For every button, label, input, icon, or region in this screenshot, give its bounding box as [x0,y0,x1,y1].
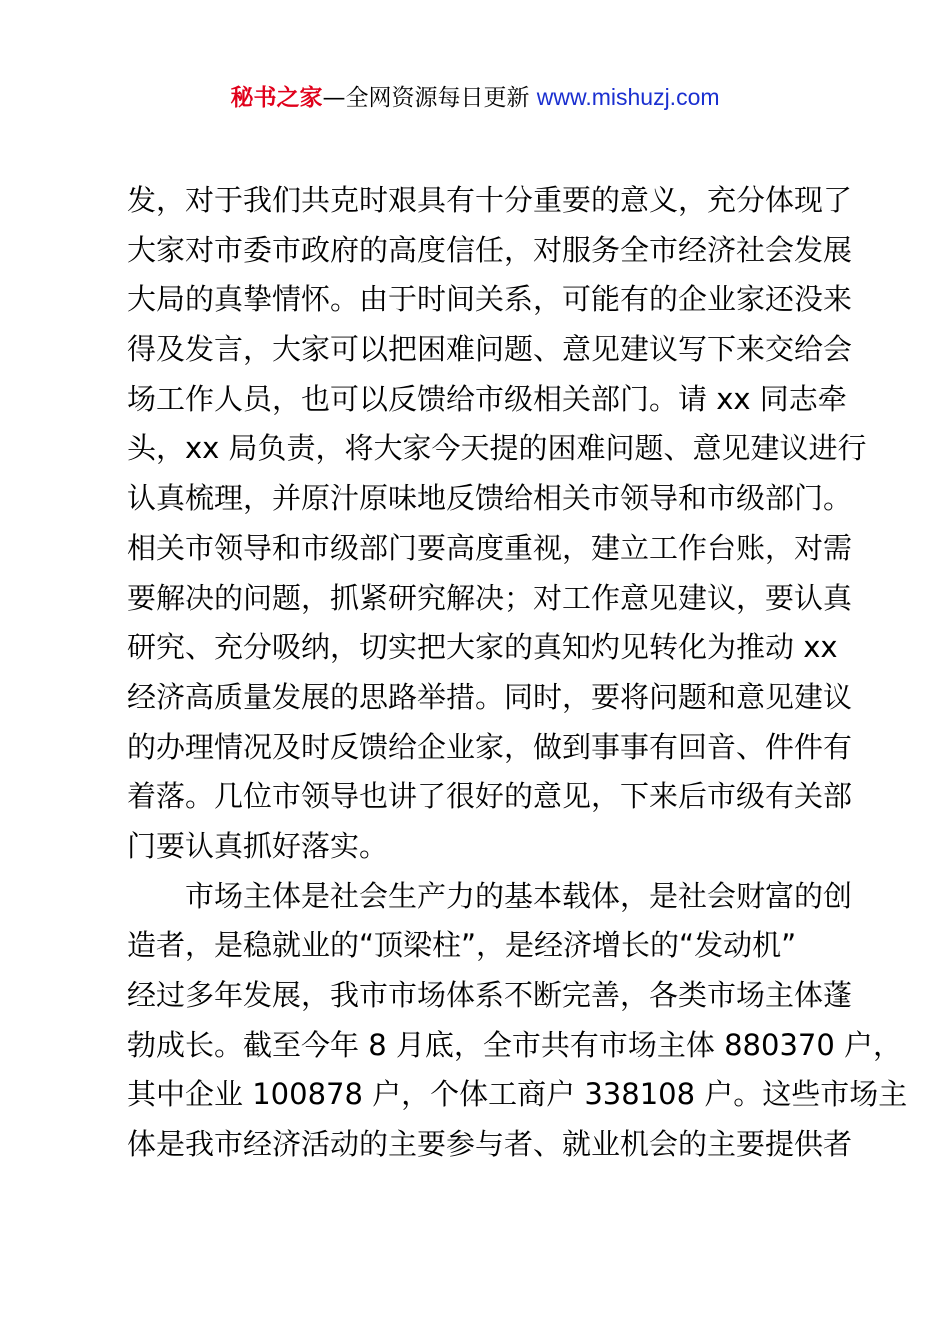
paragraph-start-line: 市场主体是社会生产力的基本载体，是社会财富的创 [185,878,853,913]
text-line: 门要认真抓好落实。 [127,828,389,863]
text-line: 经过多年发展，我市市场体系不断完善，各类市场主体蓬 [127,978,853,1012]
text-line: 的办理情况及时反馈给企业家，做到事事有回音、件件有 [127,729,853,764]
text-line: 造者，是稳就业的“顶梁柱”，是经济增长的“发动机” [127,928,797,963]
text-line: 头，xx 局负责，将大家今天提的困难问题、意见建议进行 [127,431,867,466]
text-line: 认真梳理，并原汁原味地反馈给相关市领导和市级部门。 [127,481,853,516]
text-line: 着落。几位市领导也讲了很好的意见，下来后市级有关部 [127,779,853,814]
text-line: 大家对市委市政府的高度信任，对服务全市经济社会发展 [127,232,853,267]
header-tagline: —全网资源每日更新 [322,85,537,111]
text-line: 研究、充分吸纳，切实把大家的真知灼见转化为推动 xx [127,630,838,665]
text-line: 场工作人员，也可以反馈给市级相关部门。请 xx 同志牵 [127,381,847,416]
text-line: 相关市领导和市级部门要高度重视，建立工作台账，对需 [127,530,853,565]
text-line: 其中企业 100878 户，个体工商户 338108 户。这些市场主 [127,1077,908,1112]
text-line: 得及发言，大家可以把困难问题、意见建议写下来交给会 [127,332,853,367]
document-body [127,176,908,1170]
page-header [0,80,950,115]
text-line: 要解决的问题，抓紧研究解决；对工作意见建议，要认真 [127,580,853,615]
text-line: 大局的真挚情怀。由于时间关系，可能有的企业家还没来 [127,282,853,317]
text-line: 发，对于我们共克时艰具有十分重要的意义，充分体现了 [127,183,853,217]
text-line: 勃成长。截至今年 8 月底，全市共有市场主体 880370 户， [127,1027,903,1062]
website-url[interactable]: www.mishuzj.com [536,84,720,110]
text-line: 经济高质量发展的思路举措。同时，要将问题和意见建议 [127,679,853,714]
text-line: 体是我市经济活动的主要参与者、就业机会的主要提供者 [127,1127,853,1162]
brand-name: 秘书之家 [230,85,323,111]
